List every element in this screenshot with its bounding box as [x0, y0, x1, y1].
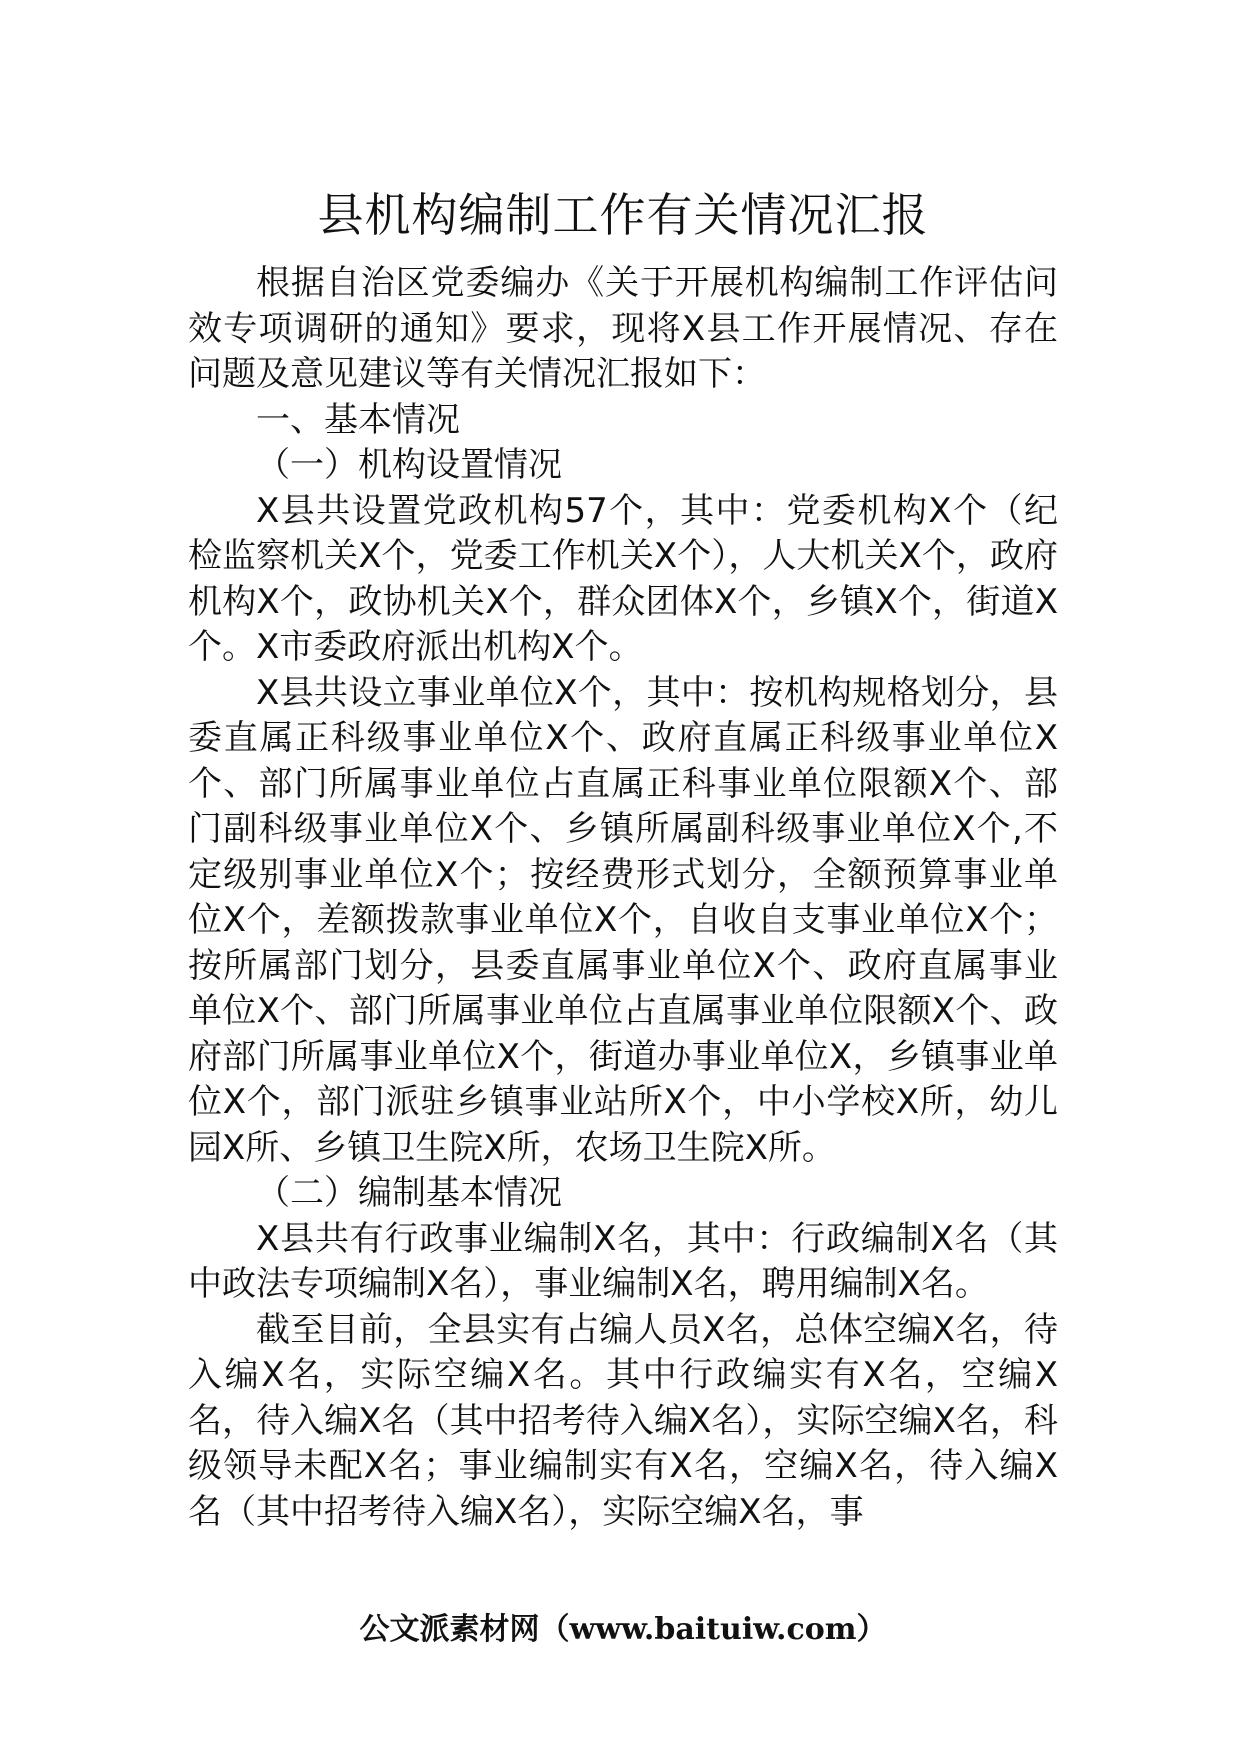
paragraph-staffing-current: 截至目前，全县实有占编人员X名，总体空编X名，待入编X名，实际空编X名。其中行政编实有X名，空编X名，待入编X名（其中招考待入编X名），实际空编X名，科级领导未配X名；事业编制实有X名，空编X名，待入编X名（其中招考待入编X名），实际空编X名，事 [188, 1309, 1058, 1532]
footer-watermark: 公文派素材网（www.baituiw.com） [359, 1612, 887, 1647]
document-body [188, 261, 1058, 1535]
section-heading-basic: 一、基本情况 [256, 399, 460, 440]
subsection-heading-institutions: （一）机构设置情况 [256, 445, 562, 485]
document-page [188, 0, 1058, 1754]
paragraph-staffing-totals: X县共有行政事业编制X名，其中：行政编制X名（其中政法专项编制X名），事业编制X名，聘用编制X名。 [188, 1218, 1058, 1304]
subsection-heading-staffing: （二）编制基本情况 [256, 1173, 562, 1213]
intro-paragraph: 根据自治区党委编办《关于开展机构编制工作评估问效专项调研的通知》要求，现将X县工作开展情况、存在问题及意见建议等有关情况汇报如下： [188, 263, 1058, 394]
paragraph-party-government-institutions: X县共设置党政机构57个，其中：党委机构X个（纪检监察机关X个，党委工作机关X个），人大机关X个，政府机构X个，政协机关X个，群众团体X个，乡镇X个，街道X个。X市委政府派出机构X个。 [188, 490, 1058, 667]
document-title: 县机构编制工作有关情况汇报 [317, 188, 929, 242]
paragraph-public-institutions: X县共设立事业单位X个，其中：按机构规格划分，县委直属正科级事业单位X个、政府直属正科级事业单位X个、部门所属事业单位占直属正科事业单位限额X个、部门副科级事业单位X个、乡镇所属副科级事业单位X个,不定级别事业单位X个；按经费形式划分，全额预算事业单位X个，差额拨款事业单位X个，自收自支事业单位X个；按所属部门划分，县委直属事业单位X个、政府直属事业单位X个、部门所属事业单位占直属事业单位限额X个、政府部门所属事业单位X个，街道办事业单位X，乡镇事业单位X个，部门派驻乡镇事业站所X个，中小学校X所，幼儿园X所、乡镇卫生院X所，农场卫生院X所。 [188, 672, 1058, 1168]
